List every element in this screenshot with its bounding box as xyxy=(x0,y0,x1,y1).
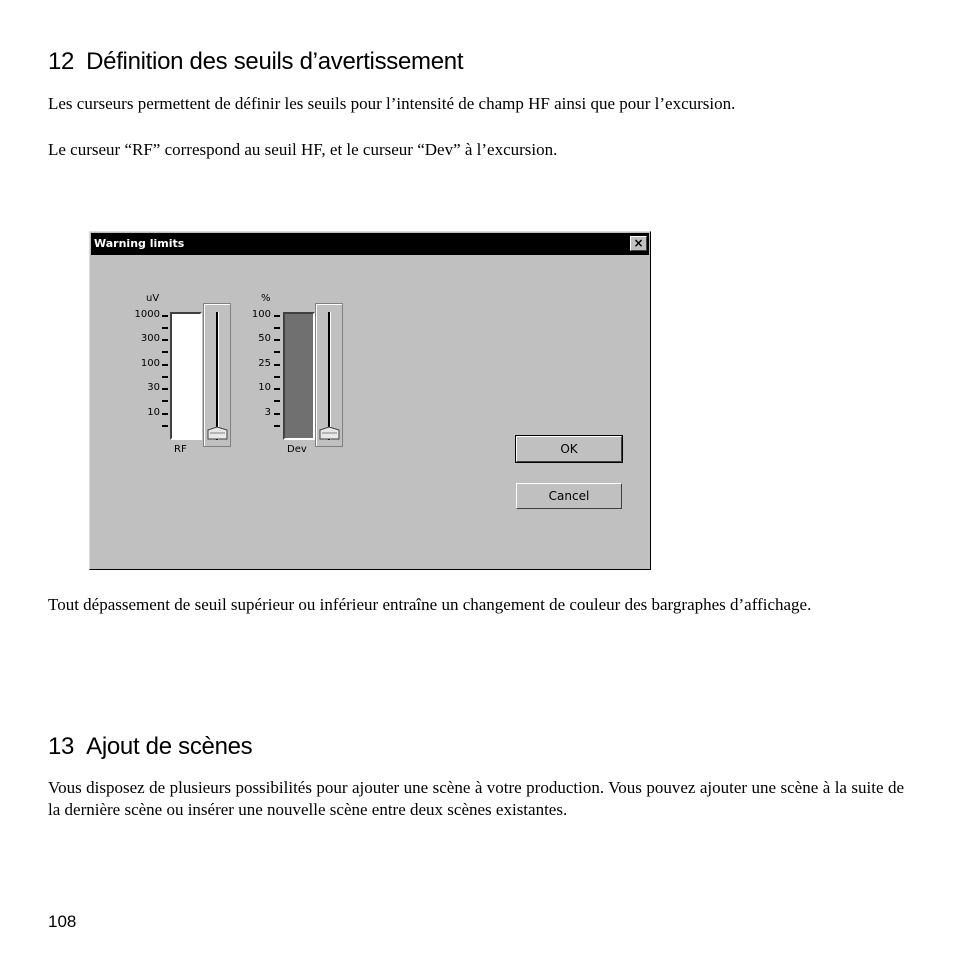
dev-tick-mark xyxy=(274,376,280,378)
rf-slider-track xyxy=(216,312,219,440)
dev-tick-mark xyxy=(274,364,280,366)
dev-bar-label: Dev xyxy=(287,444,307,455)
rf-tick-mark xyxy=(162,376,168,378)
dev-threshold-slider[interactable] xyxy=(315,303,343,447)
rf-tick-mark xyxy=(162,400,168,402)
dev-tick-mark xyxy=(274,327,280,329)
rf-tick-label: 1000 xyxy=(134,309,160,320)
warning-limits-dialog xyxy=(89,231,651,570)
rf-tick-mark xyxy=(162,339,168,341)
dev-tick-mark xyxy=(274,425,280,427)
rf-tick-label: 30 xyxy=(147,382,160,393)
section-13-number: 13 xyxy=(48,733,75,760)
dev-slider-track xyxy=(328,312,331,440)
section-13-title: Ajout de scènes xyxy=(86,733,253,760)
section-12-paragraph-1: Les curseurs permettent de définir les seuils pour l’intensité de champ HF ainsi que pour l’excursion. xyxy=(48,94,736,113)
dev-tick-mark xyxy=(274,413,280,415)
rf-tick-mark xyxy=(162,327,168,329)
rf-tick-mark xyxy=(162,413,168,415)
dev-tick-label: 25 xyxy=(258,358,271,369)
ok-button-label: OK xyxy=(560,442,578,456)
rf-tick-mark xyxy=(162,364,168,366)
section-12-number: 12 xyxy=(48,48,75,75)
rf-tick-mark xyxy=(162,351,168,353)
rf-tick-label: 300 xyxy=(140,333,160,344)
cancel-button-label: Cancel xyxy=(548,489,590,503)
close-icon: × xyxy=(633,236,644,250)
rf-bar-label: RF xyxy=(174,444,187,455)
ok-button[interactable] xyxy=(516,436,622,462)
section-13-heading xyxy=(48,733,252,761)
dev-bargraph xyxy=(283,312,315,440)
dev-tick-label: 100 xyxy=(251,309,271,320)
dialog-title: Warning limits xyxy=(94,237,185,250)
rf-threshold-slider[interactable] xyxy=(203,303,231,447)
cancel-button[interactable] xyxy=(516,483,622,509)
dev-tick-label: 3 xyxy=(264,407,271,418)
rf-tick-mark xyxy=(162,425,168,427)
rf-bargraph xyxy=(170,312,202,440)
section-12-heading xyxy=(48,48,463,76)
dev-tick-mark xyxy=(274,339,280,341)
rf-tick-mark xyxy=(162,388,168,390)
section-12-paragraph-2: Le curseur “RF” correspond au seuil HF, et le curseur “Dev” à l’excursion. xyxy=(48,140,558,159)
dev-slider-thumb[interactable] xyxy=(319,426,340,440)
close-button[interactable] xyxy=(630,236,647,251)
rf-slider-thumb[interactable] xyxy=(207,426,228,440)
dev-unit-label: % xyxy=(261,293,271,304)
dev-tick-label: 50 xyxy=(258,333,271,344)
dialog-titlebar xyxy=(91,233,649,255)
dev-tick-mark xyxy=(274,388,280,390)
section-13-paragraph: Vous disposez de plusieurs possibilités pour ajouter une scène à votre production. Vous pouvez ajouter une scène à la suite de la dernière scène ou insérer une nouvelle scène entre deux scènes existantes. xyxy=(48,778,904,819)
dev-tick-mark xyxy=(274,400,280,402)
rf-unit-label: uV xyxy=(146,293,160,304)
dev-tick-mark xyxy=(274,351,280,353)
rf-tick-mark xyxy=(162,315,168,317)
dev-tick-label: 10 xyxy=(258,382,271,393)
rf-tick-label: 100 xyxy=(140,358,160,369)
section-12-title: Définition des seuils d’avertissement xyxy=(86,48,464,75)
rf-tick-label: 10 xyxy=(147,407,160,418)
page-number: 108 xyxy=(48,912,77,931)
dev-tick-mark xyxy=(274,315,280,317)
threshold-note-paragraph: Tout dépassement de seuil supérieur ou inférieur entraîne un changement de couleur des bargraphes d’affichage. xyxy=(48,595,812,614)
